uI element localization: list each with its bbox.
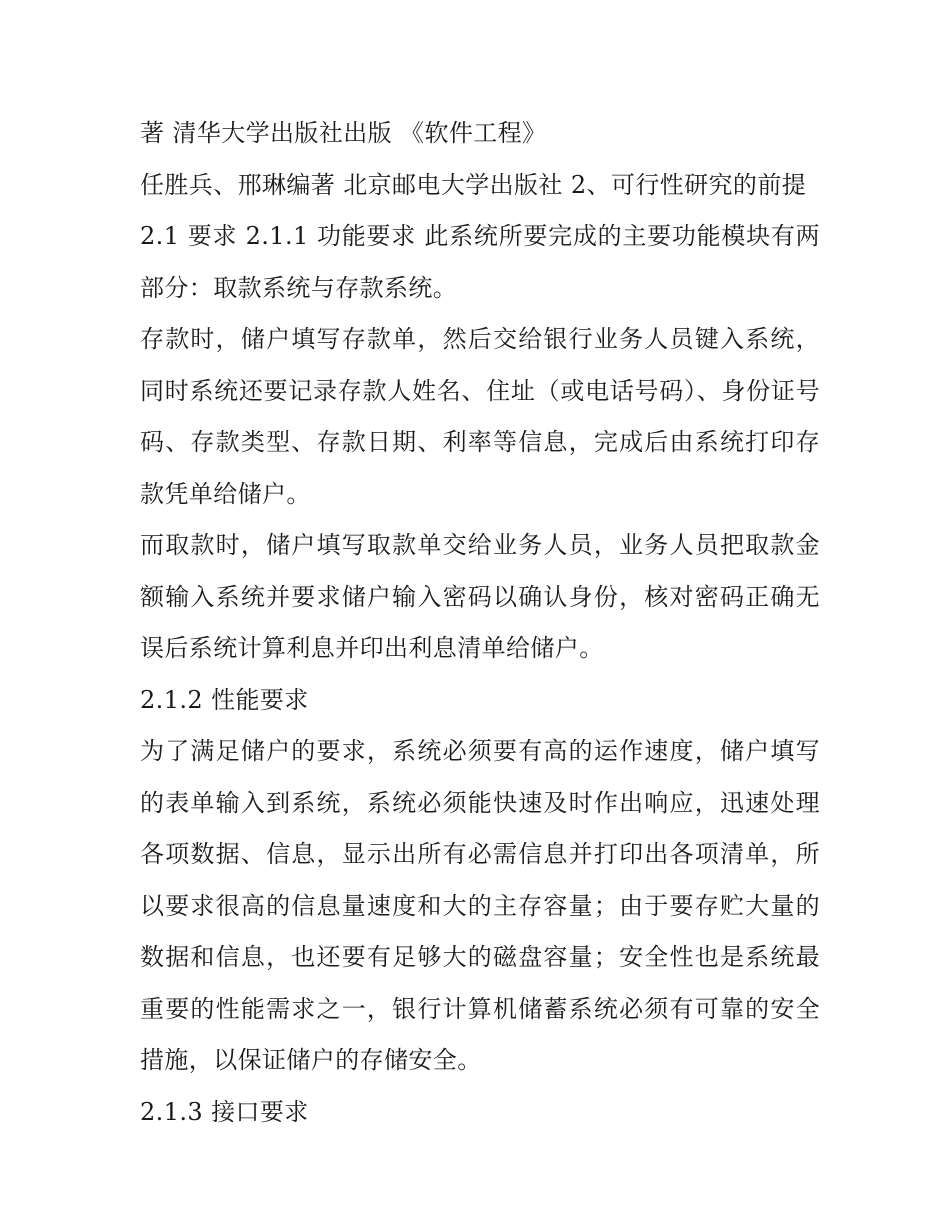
- paragraph-functional-requirements: 2.1 要求 2.1.1 功能要求 此系统所要完成的主要功能模块有两部分：取款系统与存款系统。: [140, 222, 820, 302]
- paragraph-deposit: 存款时，储户填写存款单，然后交给银行业务人员键入系统，同时系统还要记录存款人姓名、住址（或电话号码）、身份证号码、存款类型、存款日期、利率等信息，完成后由系统打印存款凭单给储户。: [140, 325, 820, 508]
- paragraph-references-2: 任胜兵、邢琳编著 北京邮电大学出版社 2、可行性研究的前提: [140, 170, 807, 199]
- heading-performance-requirements: 2.1.2 性能要求: [140, 685, 309, 714]
- document-body: [140, 108, 820, 1138]
- paragraph-withdrawal: 而取款时，储户填写取款单交给业务人员，业务人员把取款金额输入系统并要求储户输入密码以确认身份，核对密码正确无误后系统计算利息并印出利息清单给储户。: [140, 531, 820, 662]
- heading-interface-requirements: 2.1.3 接口要求: [140, 1097, 309, 1126]
- paragraph-references-1: 著 清华大学出版社出版 《软件工程》: [140, 119, 547, 147]
- paragraph-performance: 为了满足储户的要求，系统必须要有高的运作速度，储户填写的表单输入到系统，系统必须能快速及时作出响应，迅速处理各项数据、信息，显示出所有必需信息并打印出各项清单，所以要求很高的信息量速度和大的主存容量；由于要存贮大量的数据和信息，也还要有足够大的磁盘容量；安全性也是系统最重要的性能需求之一，银行计算机储蓄系统必须有可靠的安全措施，以保证储户的存储安全。: [140, 737, 820, 1074]
